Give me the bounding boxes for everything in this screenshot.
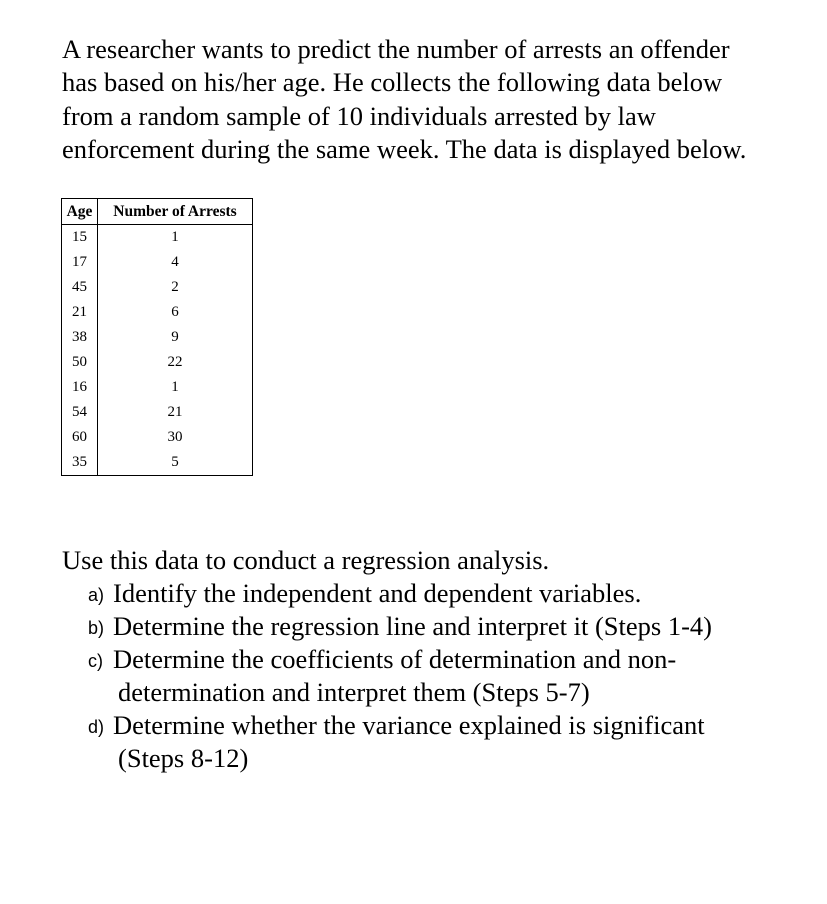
problem-statement (62, 33, 807, 166)
task-item-a (62, 577, 807, 610)
age-cell: 21 (62, 300, 98, 325)
item-marker: b) (88, 618, 105, 638)
arrests-cell: 21 (98, 400, 253, 425)
item-text: Determine the regression line and interpret it (Steps 1-4) (113, 611, 713, 641)
arrests-cell: 4 (98, 250, 253, 275)
age-header: Age (62, 199, 98, 225)
age-arrests-table (61, 198, 253, 476)
arrests-cell: 30 (98, 425, 253, 450)
item-text: Identify the independent and dependent variables. (113, 578, 642, 608)
age-cell: 50 (62, 350, 98, 375)
table-row (62, 275, 253, 300)
age-cell: 35 (62, 450, 98, 476)
table-row (62, 350, 253, 375)
table-row (62, 300, 253, 325)
arrests-cell: 9 (98, 325, 253, 350)
task-item-c (62, 643, 807, 709)
age-cell: 15 (62, 225, 98, 251)
arrests-cell: 1 (98, 375, 253, 400)
problem-line: has based on his/her age. He collects the following data below (62, 67, 723, 98)
item-marker: d) (88, 717, 105, 737)
arrests-header: Number of Arrests (98, 199, 253, 225)
task-item-b (62, 610, 807, 643)
arrests-cell: 1 (98, 225, 253, 251)
item-text-continued: (Steps 8-12) (118, 743, 249, 773)
arrests-cell: 5 (98, 450, 253, 476)
task-section (62, 544, 807, 775)
problem-line: enforcement during the same week. The data is displayed below. (62, 133, 747, 164)
task-list (62, 577, 807, 775)
item-text: Determine whether the variance explained is significant (113, 710, 705, 740)
age-cell: 60 (62, 425, 98, 450)
age-cell: 45 (62, 275, 98, 300)
age-cell: 17 (62, 250, 98, 275)
table-row (62, 425, 253, 450)
table-row (62, 375, 253, 400)
table-row (62, 225, 253, 251)
table-header-row (62, 199, 253, 225)
table-row (62, 400, 253, 425)
age-cell: 54 (62, 400, 98, 425)
task-lead: Use this data to conduct a regression analysis. (62, 545, 550, 575)
arrests-cell: 2 (98, 275, 253, 300)
item-text-continued: determination and interpret them (Steps 5-7) (118, 677, 590, 707)
problem-line: from a random sample of 10 individuals arrested by law (62, 100, 656, 131)
problem-line: A researcher wants to predict the number of arrests an offender (62, 34, 730, 64)
item-marker: a) (88, 585, 105, 605)
table-row (62, 450, 253, 476)
table-row (62, 250, 253, 275)
table-row (62, 325, 253, 350)
age-cell: 38 (62, 325, 98, 350)
arrests-cell: 6 (98, 300, 253, 325)
task-item-d (62, 709, 807, 775)
arrests-cell: 22 (98, 350, 253, 375)
item-marker: c) (88, 651, 103, 671)
age-cell: 16 (62, 375, 98, 400)
item-text: Determine the coefficients of determination and non- (113, 644, 677, 674)
